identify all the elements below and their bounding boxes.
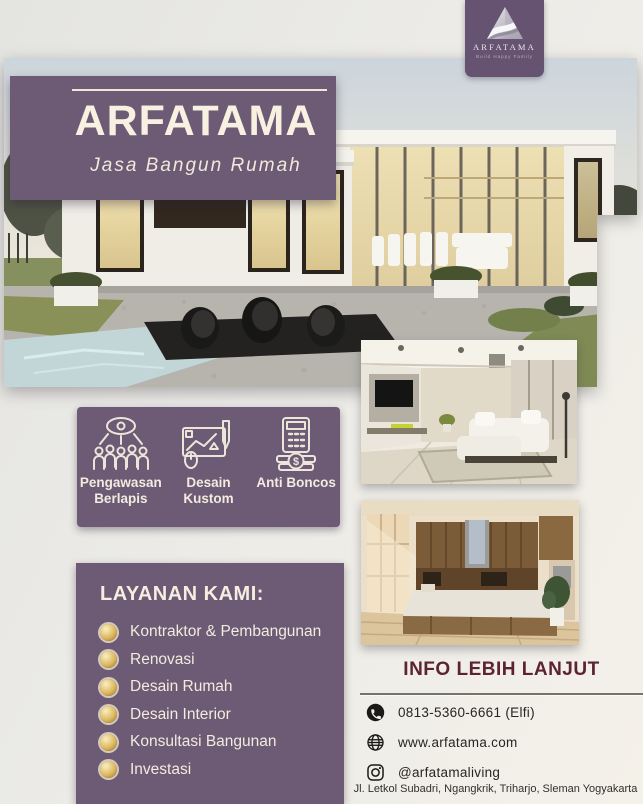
gold-ball-bullet-icon (100, 734, 117, 751)
gold-ball-bullet-icon (100, 624, 117, 641)
services-box (76, 563, 344, 804)
contact-row-website (366, 733, 518, 752)
list-item (100, 733, 344, 751)
gold-ball-bullet-icon (100, 706, 117, 723)
feature-label: Desain Kustom (183, 475, 234, 506)
services-list (100, 623, 344, 779)
living-room-photo (361, 340, 577, 484)
contact-heading: INFO LEBIH LANJUT (403, 659, 600, 680)
arfatama-triangle-logo-icon (485, 5, 525, 41)
svg-text:$: $ (293, 456, 300, 468)
list-item (100, 623, 344, 641)
brand-logo-box (465, 0, 544, 77)
feature-anti-boncos (253, 415, 340, 491)
feature-label: Anti Boncos (256, 475, 336, 490)
feature-label: Pengawasan Berlapis (79, 475, 162, 506)
calculator-money-icon (274, 415, 318, 473)
list-item (100, 706, 344, 724)
contact-row-phone (366, 703, 535, 722)
monitor-pencil-design-icon (180, 415, 236, 473)
kitchen-photo (361, 500, 579, 645)
globe-icon (366, 733, 385, 752)
hero-title-box (10, 76, 336, 200)
service-label: Kontraktor & Pembangunan (130, 623, 322, 640)
page-title: ARFATAMA (74, 97, 318, 145)
gold-ball-bullet-icon (100, 651, 117, 668)
contact-divider (360, 693, 643, 696)
logo-tagline-text: Build Happy Family (476, 54, 533, 59)
address-text: Jl. Letkol Subadri, Ngangkrik, Triharjo, Sleman Yogyakarta (353, 783, 638, 795)
crowd-supervision-eye-icon (90, 415, 152, 473)
logo-brand-text: ARFATAMA (472, 42, 537, 52)
website-url: www.arfatama.com (398, 735, 518, 750)
gold-ball-bullet-icon (100, 679, 117, 696)
feature-pengawasan (77, 415, 164, 506)
instagram-handle: @arfatamaliving (398, 765, 501, 780)
contact-row-instagram (366, 763, 500, 782)
feature-highlights-box (77, 407, 340, 527)
list-item (100, 761, 344, 779)
list-item (100, 651, 344, 669)
services-heading: LAYANAN KAMI: (100, 583, 264, 605)
list-item (100, 678, 344, 696)
feature-desain-kustom (165, 415, 252, 506)
instagram-icon (366, 763, 385, 782)
service-label: Konsultasi Bangunan (130, 733, 277, 750)
phone-number: 0813-5360-6661 (Elfi) (398, 705, 535, 720)
service-label: Renovasi (130, 650, 195, 668)
service-label: Desain Interior (130, 705, 231, 723)
page-subtitle: Jasa Bangun Rumah (90, 155, 302, 176)
service-label: Desain Rumah (130, 678, 233, 695)
title-accent-line (72, 89, 327, 91)
gold-ball-bullet-icon (100, 761, 117, 778)
service-label: Investasi (130, 760, 192, 778)
phone-icon (366, 703, 385, 722)
